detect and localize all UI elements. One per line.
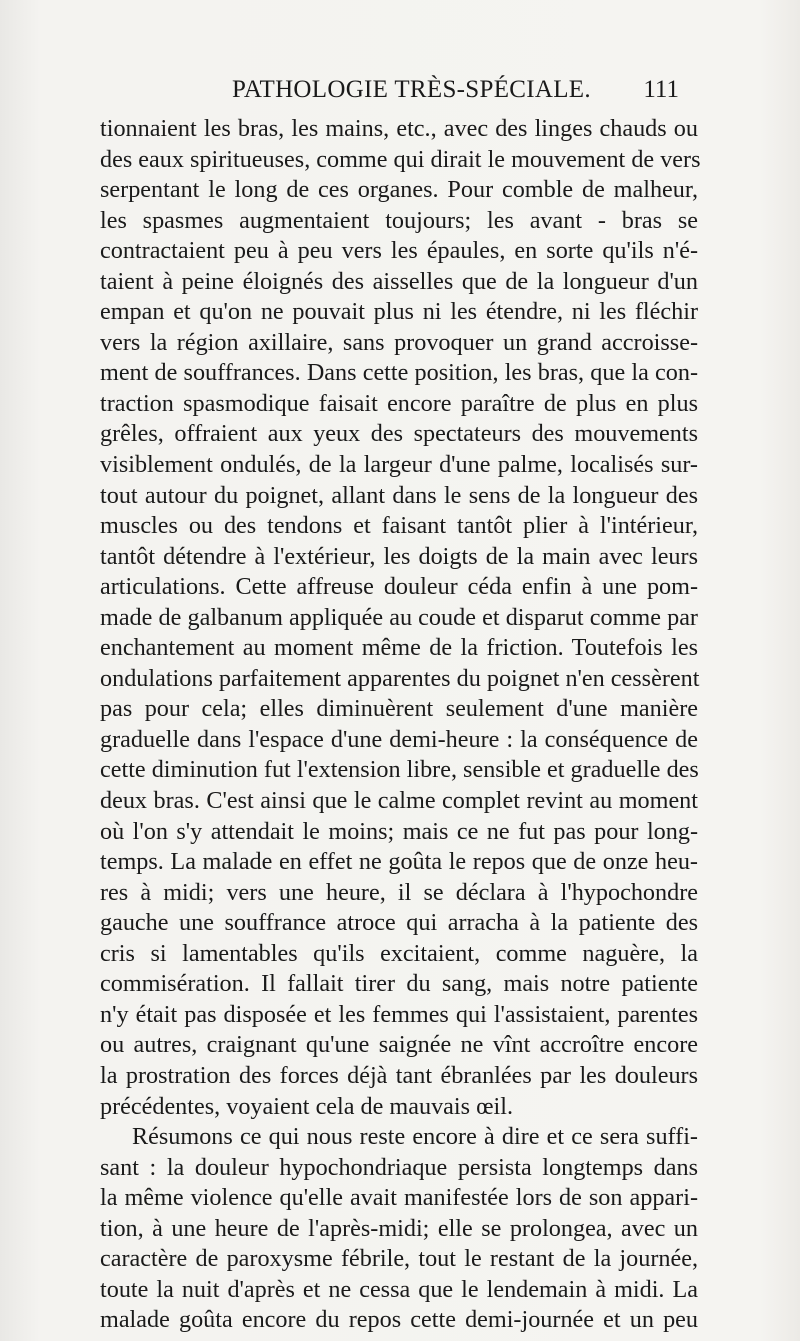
text-line: visiblement ondulés, de la largeur d'une palme, localisés sur- xyxy=(100,451,698,479)
text-line: articulations. Cette affreuse douleur céda enfin à une pom- xyxy=(100,573,698,601)
running-title: PATHOLOGIE TRÈS-SPÉCIALE. xyxy=(232,76,591,103)
text-line: vers la région axillaire, sans provoquer un grand accroisse- xyxy=(100,328,698,356)
text-line: temps. La malade en effet ne goûta le repos que de onze heu- xyxy=(100,848,698,876)
paragraph-1 xyxy=(100,114,701,1122)
text-line: tionnaient les bras, les mains, etc., avec des linges chauds ou xyxy=(100,115,698,142)
text-line: made de galbanum appliquée au coude et disparut comme par xyxy=(100,603,698,631)
text-line: pas pour cela; elles diminuèrent seulement d'une manière xyxy=(100,695,698,723)
text-line: contractaient peu à peu vers les épaules, en sorte qu'ils n'é- xyxy=(100,237,698,265)
text-line: cette diminution fut l'extension libre, sensible et graduelle des xyxy=(100,756,699,784)
text-line: malade goûta encore du repos cette demi-journée et un peu xyxy=(100,1306,698,1334)
text-line: res à midi; vers une heure, il se déclara à l'hypochondre xyxy=(100,878,698,906)
page-number: 111 xyxy=(643,76,679,103)
text-line: n'y était pas disposée et les femmes qui l'assistaient, parentes xyxy=(100,1000,698,1028)
text-line: tantôt détendre à l'extérieur, les doigts de la main avec leurs xyxy=(100,542,698,570)
text-line: enchantement au moment même de la friction. Toutefois les xyxy=(100,634,698,662)
text-line: grêles, offraient aux yeux des spectateurs des mouvements xyxy=(100,420,698,448)
text-line: serpentant le long de ces organes. Pour comble de malheur, xyxy=(100,176,698,204)
text-line: muscles ou des tendons et faisant tantôt plier à l'intérieur, xyxy=(100,512,698,540)
text-line: commisération. Il fallait tirer du sang, mais notre patiente xyxy=(100,970,698,998)
text-line: ondulations parfaitement apparentes du poignet n'en cessèrent xyxy=(100,664,700,692)
text-line: traction spasmodique faisait encore paraître de plus en plus xyxy=(100,389,698,417)
text-line: tout autour du poignet, allant dans le sens de la longueur des xyxy=(100,481,698,509)
text-line: précédentes, voyaient cela de mauvais œil. xyxy=(100,1092,514,1120)
text-line: deux bras. C'est ainsi que le calme complet revint au moment xyxy=(100,787,698,815)
text-line: cris si lamentables qu'ils excitaient, comme naguère, la xyxy=(100,939,698,967)
text-line: tion, à une heure de l'après-midi; elle se prolongea, avec un xyxy=(100,1214,698,1242)
text-line: gauche une souffrance atroce qui arracha à la patiente des xyxy=(100,909,698,937)
text-line: la prostration des forces déjà tant ébranlées par les douleurs xyxy=(100,1061,698,1089)
text-line: caractère de paroxysme fébrile, tout le restant de la journée, xyxy=(100,1245,698,1273)
text-line: des eaux spiritueuses, comme qui dirait le mouvement de vers xyxy=(100,145,701,173)
text-line: ment de souffrances. Dans cette position, les bras, que la con- xyxy=(100,359,698,387)
text-line: Résumons ce qui nous reste encore à dire et ce sera suffi- xyxy=(132,1123,698,1151)
text-line: les spasmes augmentaient toujours; les avant - bras se xyxy=(100,206,698,234)
text-line: empan et qu'on ne pouvait plus ni les étendre, ni les fléchir xyxy=(100,298,698,326)
text-line: toute la nuit d'après et ne cessa que le lendemain à midi. La xyxy=(100,1275,698,1303)
text-line: taient à peine éloignés des aisselles que de la longueur d'un xyxy=(100,267,698,295)
body-text xyxy=(100,114,701,1336)
text-line: graduelle dans l'espace d'une demi-heure : la conséquence de xyxy=(100,725,698,753)
page-header xyxy=(100,76,685,110)
text-line: où l'on s'y attendait le moins; mais ce ne fut pas pour long- xyxy=(100,817,698,845)
text-line: sant : la douleur hypochondriaque persista longtemps dans xyxy=(100,1153,698,1181)
text-line: ou autres, craignant qu'une saignée ne vînt accroître encore xyxy=(100,1031,698,1059)
paragraph-2 xyxy=(100,1122,698,1336)
text-line: la même violence qu'elle avait manifestée lors de son appari- xyxy=(100,1184,698,1212)
